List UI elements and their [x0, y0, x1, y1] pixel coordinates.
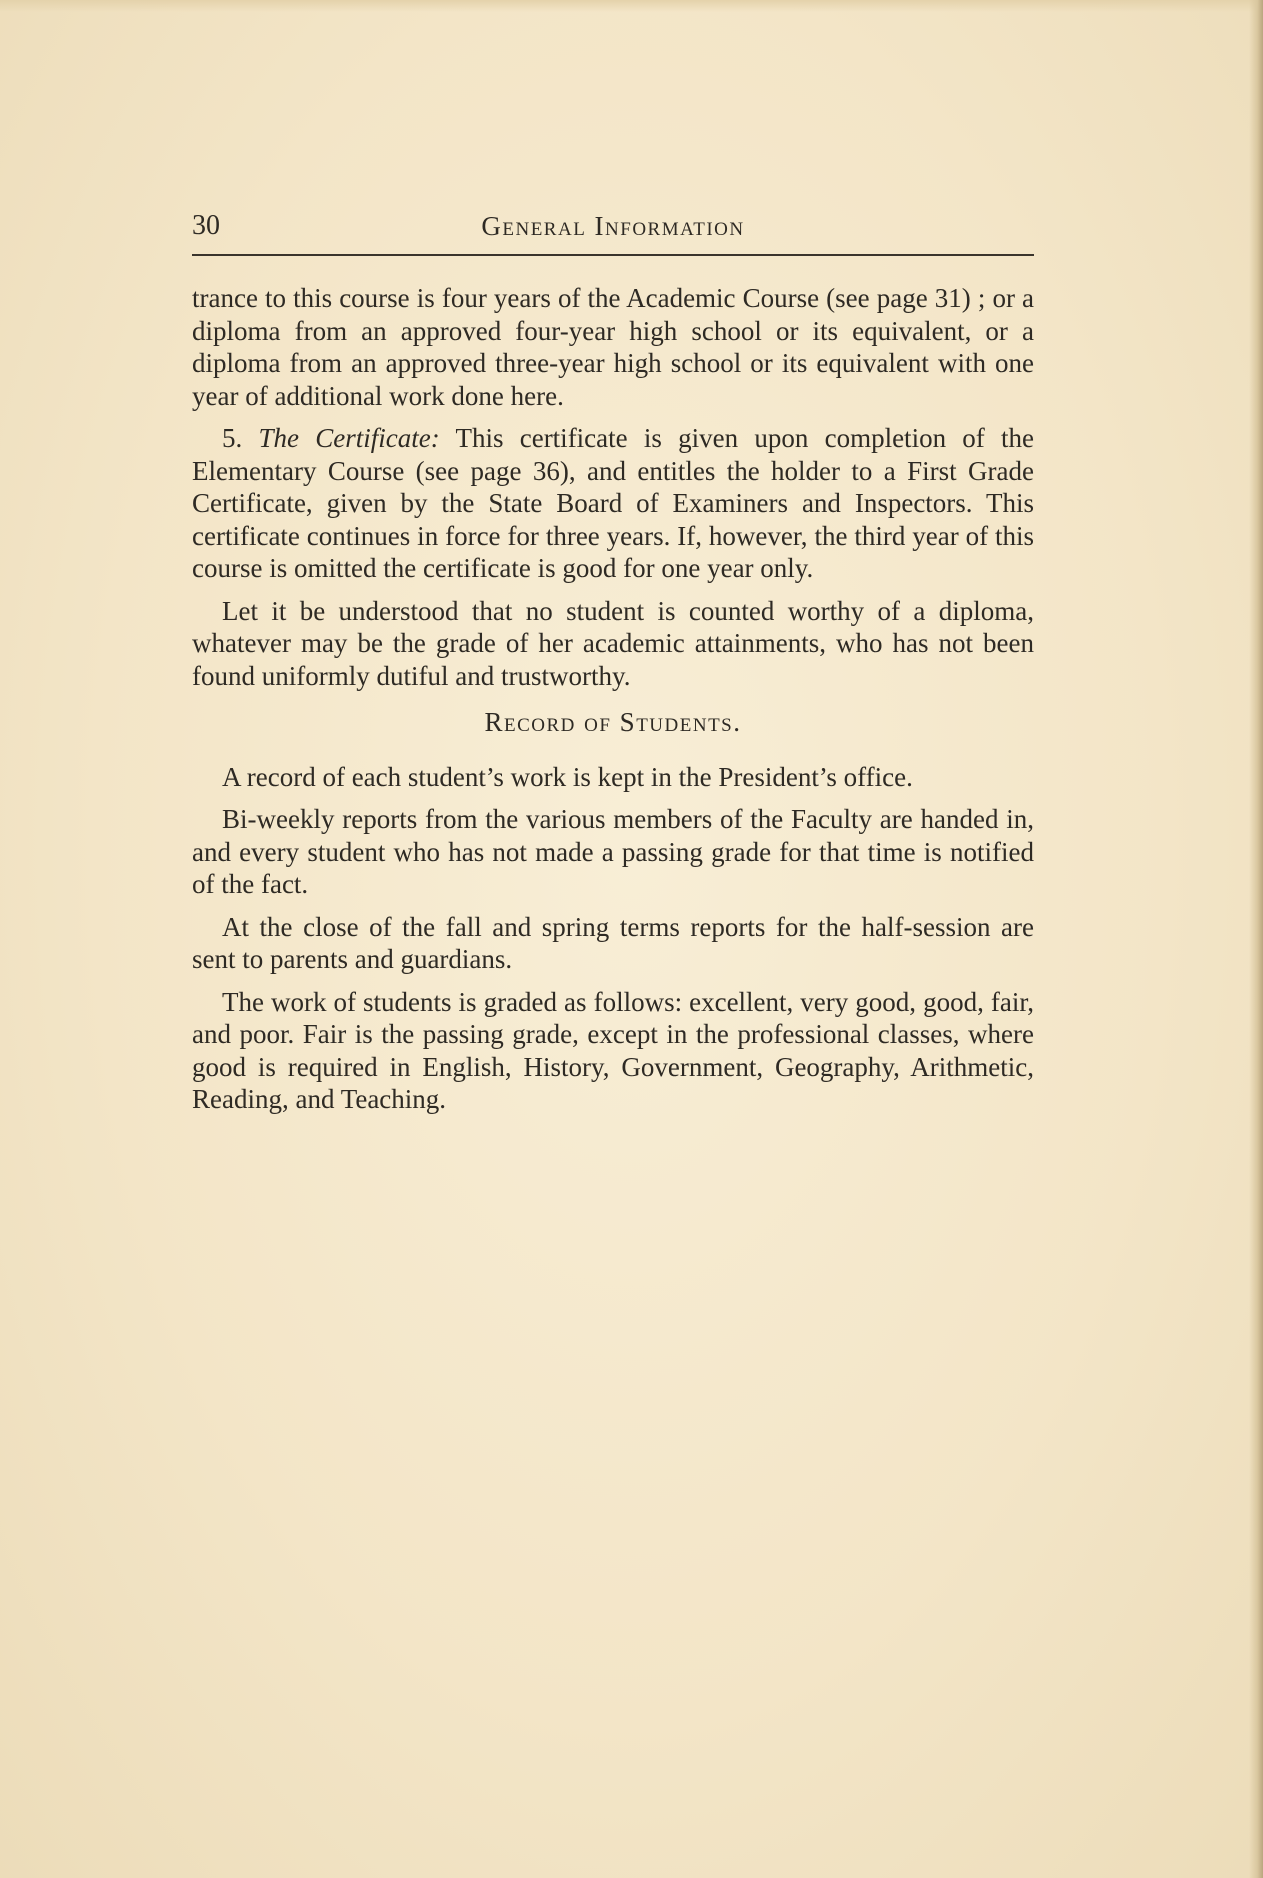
page-body	[192, 282, 1034, 1126]
certificate-text: This certificate is given upon completion of the Elementary Course (see page 36), and entitles the holder to a First Grade Certificate, given by the State Board of Examiners and Inspectors. This certificate continues in force for three years. If, however, the third year of this course is omitted the certificate is good for one year only.	[192, 423, 1035, 583]
paragraph-bi-weekly-reports: Bi-weekly reports from the various members of the Faculty are handed in, and every student who has not made a passing grade for that time is notified of the fact.	[192, 804, 1034, 899]
running-head: General Information	[481, 211, 745, 241]
paragraph-record-kept: A record of each student’s work is kept in the President’s office.	[222, 761, 913, 792]
page-header	[192, 208, 1034, 256]
paragraph-term-reports: At the close of the fall and spring terms reports for the half-session are sent to parents and guardians.	[192, 911, 1034, 974]
section-heading-record-of-students: Record of Students.	[484, 707, 742, 737]
page-edge-shadow	[1249, 0, 1263, 1878]
paragraph-entrance-requirements: trance to this course is four years of the Academic Course (see page 31) ; or a diploma from an approved four-year high school or its equivalent, or a diploma from an approved three-year high school or its equivalent with one year of additional work done here.	[192, 283, 1034, 411]
paragraph-certificate	[192, 422, 1034, 585]
paragraph-grading-scale: The work of students is graded as follows: excellent, very good, good, fair, and poor. Fair is the passing grade, except in the professional classes, where good is required in English, History, Government, Geography, Arithmetic, Reading, and Teaching.	[192, 986, 1034, 1114]
certificate-label: The Certificate:	[258, 423, 440, 453]
certificate-number: 5.	[222, 423, 243, 453]
page-top-shading	[0, 0, 1263, 12]
paragraph-diploma-worthiness: Let it be understood that no student is counted worthy of a diploma, whatever may be the grade of her academic attainments, who has not been found uniformly dutiful and trustworthy.	[192, 595, 1034, 691]
page-number: 30	[192, 210, 220, 241]
